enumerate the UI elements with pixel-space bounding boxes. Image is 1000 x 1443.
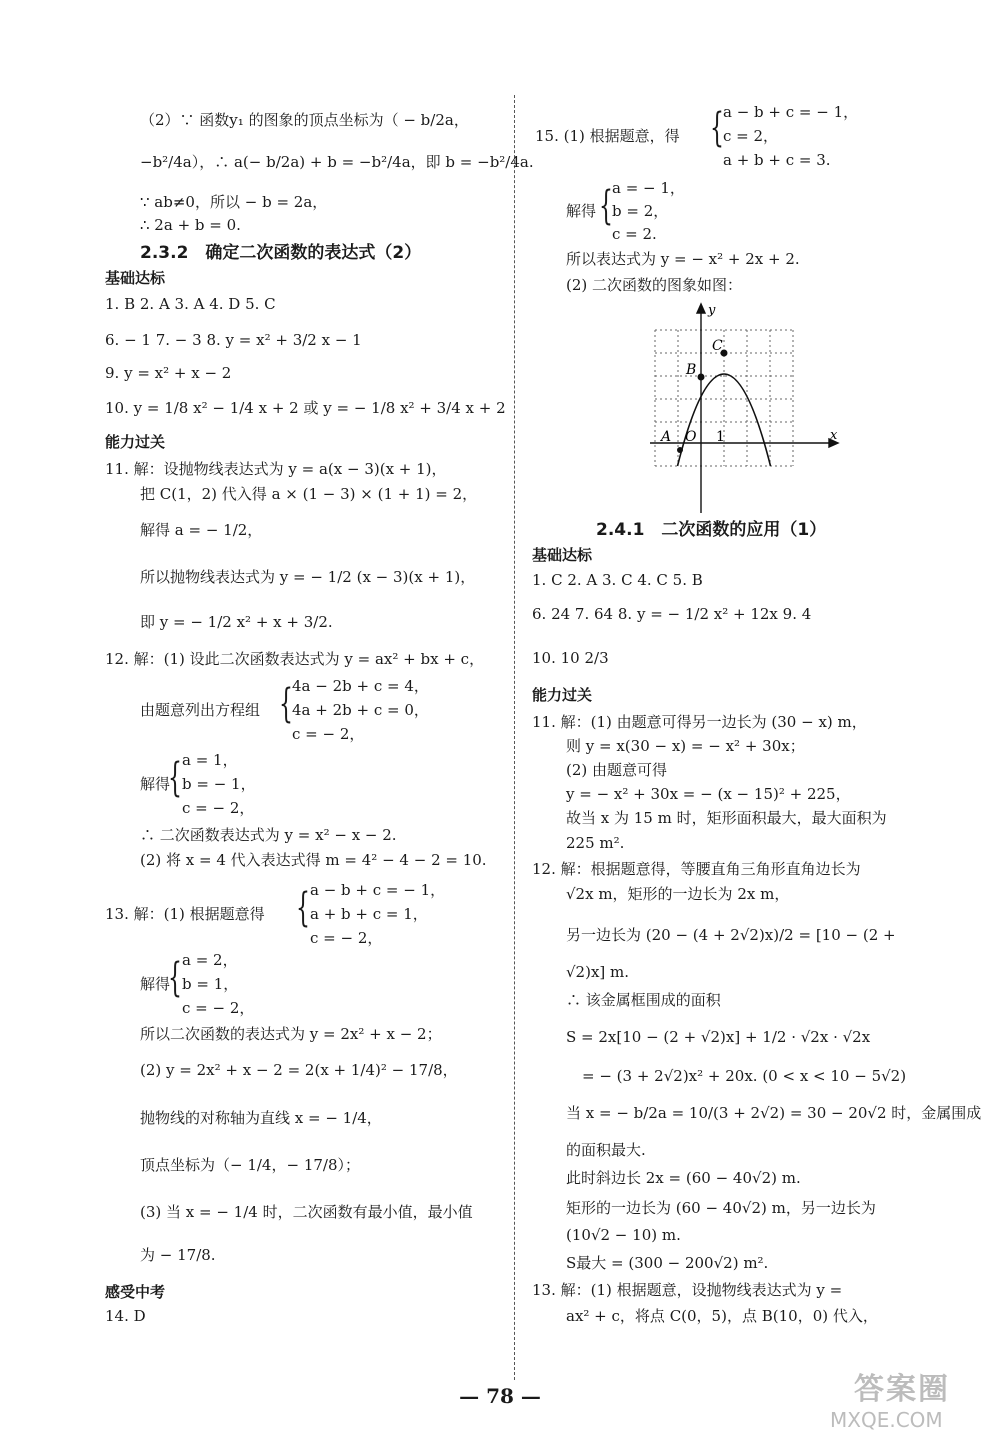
text-line: S最大 = (300 − 200√2) m². [566,1254,769,1272]
equation-line: a − b + c = − 1， [723,103,859,121]
text-line: 顶点坐标为（− 1/4，− 17/8）； [140,1156,360,1174]
point-label-a: A [661,429,672,445]
equation-line: c = 2， [723,127,779,145]
text-line: 13. 解：(1) 根据题意，设抛物线表达式为 y = [532,1281,843,1299]
parabola-graph [630,298,850,520]
text-line: (2) y = 2x² + x − 2 = 2(x + 1/4)² − 17/8， [140,1061,458,1079]
text-line: (2) 二次函数的图象如图： [566,276,743,294]
text-line: 11. 解：设抛物线表达式为 y = a(x − 3)(x + 1)， [105,460,447,478]
text-line: S = 2x[10 − (2 + √2)x] + 1/2 · √2x · √2x [566,1028,871,1046]
answer-line: 10. 10 2/3 [532,649,609,667]
equation-line: a = − 1， [612,179,685,197]
column-divider [514,95,515,1380]
text-line: √2x m，矩形的一边长为 2x m， [566,885,790,903]
text-line: (2) 由题意可得 [566,761,668,779]
text-line: 12. 解：(1) 设此二次函数表达式为 y = ax² + bx + c， [105,650,485,668]
text-line: 另一边长为 (20 − (4 + 2√2)x)/2 = [10 − (2 + [566,926,896,944]
text-line: 则 y = x(30 − x) = − x² + 30x； [566,737,805,755]
section-title: 2.4.1 二次函数的应用（1） [596,520,827,540]
text-line: （2）∵ 函数y₁ 的图象的顶点坐标为（ − b/2a， [140,111,469,129]
section-heading: 基础达标 [532,546,593,564]
equation-line: c = − 2， [182,799,255,817]
point-label-b: B [686,362,697,378]
equation-line: c = − 2， [182,999,255,1017]
point-label-c: C [712,338,723,354]
text-line: ∴ 二次函数表达式为 y = x² − x − 2. [140,826,397,844]
answer-line: 14. D [105,1307,146,1325]
text-line: 13. 解：(1) 根据题意得 [105,905,265,923]
text-line: (2) 将 x = 4 代入表达式得 m = 4² − 4 − 2 = 10. [140,851,487,869]
point-b [698,374,705,381]
origin-label: O [685,429,697,445]
equation-line: c = 2. [612,225,657,243]
equation-line: a = 2， [182,951,238,969]
answer-line: 10. y = 1/8 x² − 1/4 x + 2 或 y = − 1/8 x² + 3/4 x + 2 [105,399,506,417]
text-line: 12. 解：根据题意得，等腰直角三角形直角边长为 [532,860,861,878]
text-line: 故当 x 为 15 m 时，矩形面积最大，最大面积为 [566,809,887,827]
equation-line: b = 2， [612,202,669,220]
brace: { [168,755,182,801]
answer-line: 9. y = x² + x − 2 [105,364,232,382]
text-line: ∴ 2a + b = 0. [140,216,241,234]
text-line: 抛物线的对称轴为直线 x = − 1/4， [140,1109,382,1127]
text-line: ∴ 该金属框围成的面积 [566,991,721,1009]
axis-label-y: y [708,303,716,318]
text-line: 解得 a = − 1/2， [140,521,263,539]
text-line: 15. (1) 根据题意，得 [535,127,680,145]
text-line: (10√2 − 10) m. [566,1226,681,1244]
text-line: (3) 当 x = − 1/4 时，二次函数有最小值，最小值 [140,1203,473,1221]
brace: { [599,183,613,229]
text-line: 解得 [566,202,597,220]
section-heading: 基础达标 [105,269,166,287]
equation-line: c = − 2， [292,725,365,743]
text-line: 即 y = − 1/2 x² + x + 3/2. [140,613,333,631]
text-line: 11. 解：(1) 由题意可得另一边长为 (30 − x) m， [532,713,867,731]
brace: { [279,681,293,727]
text-line: √2)x] m. [566,963,630,981]
equation-line: b = − 1， [182,775,256,793]
text-line: 矩形的一边长为 (60 − 40√2) m，另一边长为 [566,1199,876,1217]
text-line: 当 x = − b/2a = 10/(3 + 2√2) = 30 − 20√2 时，金属围成 [566,1104,982,1122]
text-line: 所以二次函数的表达式为 y = 2x² + x − 2； [140,1025,442,1043]
point-a [677,447,683,453]
watermark-url: MXQE.COM [830,1408,943,1432]
text-line: 由题意列出方程组 [140,701,261,719]
answer-line: 6. 24 7. 64 8. y = − 1/2 x² + 12x 9. 4 [532,605,812,623]
equation-line: a + b + c = 3. [723,151,831,169]
text-line: y = − x² + 30x = − (x − 15)² + 225， [566,785,851,803]
text-line: −b²/4a），∴ a(− b/2a) + b = −b²/4a，即 b = −b²/4a. [140,153,534,171]
section-heading: 能力过关 [105,433,166,451]
text-line: 把 C(1，2) 代入得 a × (1 − 3) × (1 + 1) = 2， [140,485,478,503]
text-line: ax² + c，将点 C(0，5)，点 B(10，0) 代入， [566,1307,878,1325]
unit-label: 1 [716,429,725,445]
text-line: 解得 [140,775,171,793]
section-title: 2.3.2 确定二次函数的表达式（2） [140,243,422,263]
answer-line: 1. B 2. A 3. A 4. D 5. C [105,295,276,313]
text-line: 解得 [140,975,171,993]
brace: { [710,105,724,151]
brace: { [296,885,310,931]
axis-label-x: x [830,428,838,443]
answer-line: 6. − 1 7. − 3 8. y = x² + 3/2 x − 1 [105,331,362,349]
section-heading: 能力过关 [532,686,593,704]
equation-line: a + b + c = 1， [310,905,428,923]
brace: { [168,955,182,1001]
equation-line: b = 1， [182,975,239,993]
text-line: 为 − 17/8. [140,1246,216,1264]
section-heading: 感受中考 [105,1283,166,1301]
equation-line: a − b + c = − 1， [310,881,446,899]
equation-line: 4a + 2b + c = 0， [292,701,429,719]
text-line: 的面积最大. [566,1141,646,1159]
watermark-logo [822,1364,992,1436]
equation-line: c = − 2， [310,929,383,947]
text-line: = − (3 + 2√2)x² + 20x. (0 < x < 10 − 5√2) [582,1067,907,1085]
text-line: 所以表达式为 y = − x² + 2x + 2. [566,250,800,268]
watermark-mark: 答案圈 [854,1372,950,1407]
text-line: 所以抛物线表达式为 y = − 1/2 (x − 3)(x + 1)， [140,568,476,586]
text-line: ∵ ab≠0，所以 − b = 2a， [140,193,328,211]
text-line: 此时斜边长 2x = (60 − 40√2) m. [566,1169,801,1187]
equation-line: a = 1， [182,751,238,769]
answer-line: 1. C 2. A 3. C 4. C 5. B [532,571,703,589]
text-line: 225 m². [566,834,625,852]
page-number: — 78 — [459,1384,541,1408]
equation-line: 4a − 2b + c = 4， [292,677,429,695]
